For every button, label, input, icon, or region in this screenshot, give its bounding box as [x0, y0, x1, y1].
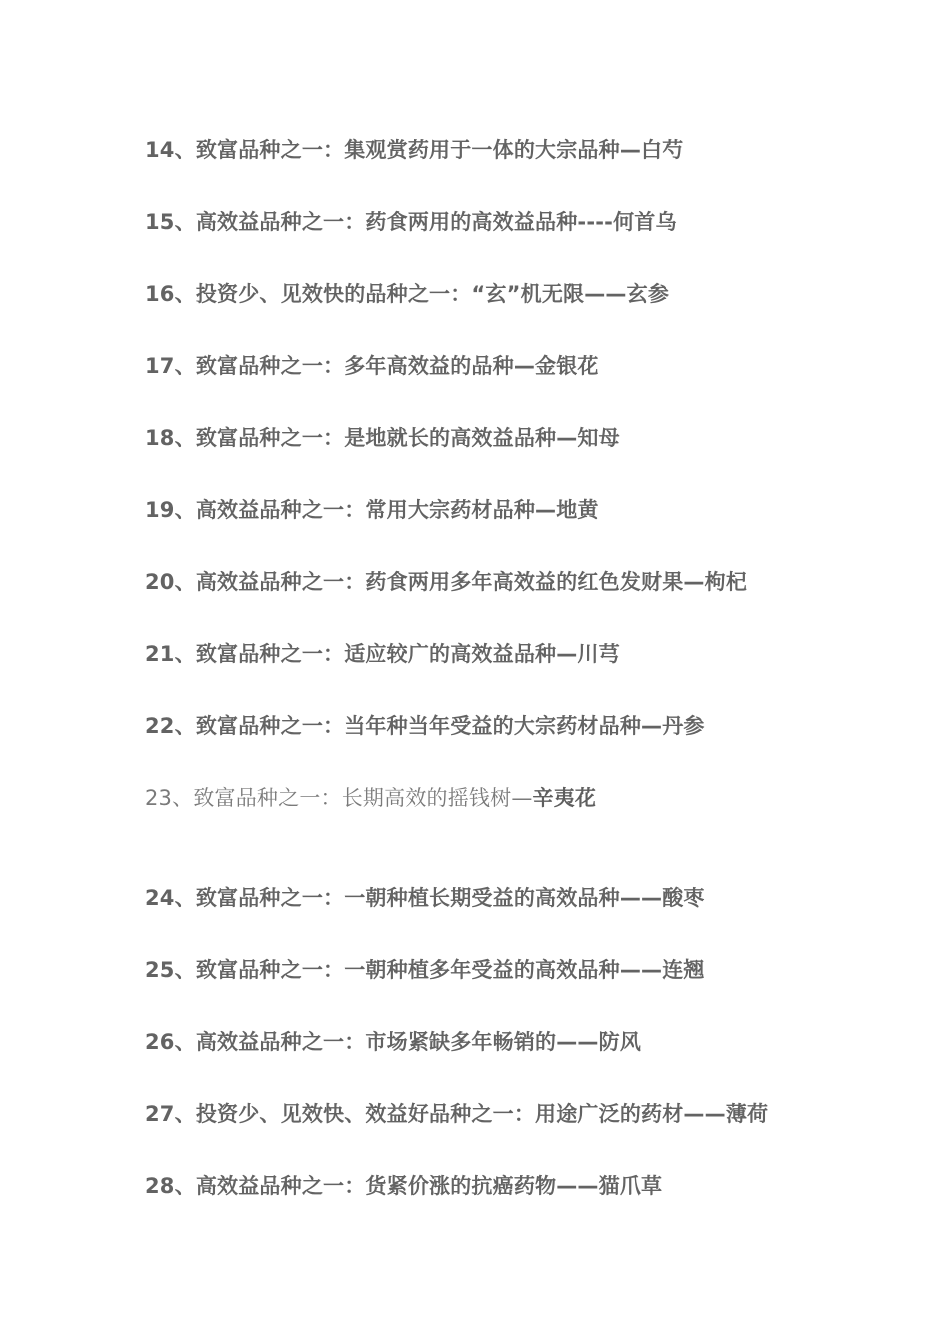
list-item: 18、致富品种之一：是地就长的高效益品种—知母 — [145, 426, 620, 450]
list-item: 15、高效益品种之一：药食两用的高效益品种----何首乌 — [145, 210, 677, 234]
list-item-text: 23、致富品种之一：长期高效的摇钱树— — [145, 786, 533, 810]
list-item: 16、投资少、见效快的品种之一：“玄”机无限——玄参 — [145, 282, 670, 306]
list-item: 22、致富品种之一：当年种当年受益的大宗药材品种—丹参 — [145, 714, 705, 738]
list-item: 27、投资少、见效快、效益好品种之一：用途广泛的药材——薄荷 — [145, 1102, 769, 1126]
list-item: 20、高效益品种之一：药食两用多年高效益的红色发财果—枸杞 — [145, 570, 748, 594]
list-item: 25、致富品种之一：一朝种植多年受益的高效品种——连翘 — [145, 958, 705, 982]
list-item: 17、致富品种之一：多年高效益的品种—金银花 — [145, 354, 599, 378]
list-item-highlight: 辛夷花 — [532, 786, 597, 810]
list-item: 24、致富品种之一：一朝种植长期受益的高效品种——酸枣 — [145, 886, 705, 910]
list-item: 19、高效益品种之一：常用大宗药材品种—地黄 — [145, 498, 599, 522]
list-item: 28、高效益品种之一：货紧价涨的抗癌药物——猫爪草 — [145, 1174, 663, 1198]
list-item — [145, 784, 596, 812]
list-item: 21、致富品种之一：适应较广的高效益品种—川芎 — [145, 642, 620, 666]
list-item: 26、高效益品种之一：市场紧缺多年畅销的——防风 — [145, 1030, 642, 1054]
list-item: 14、致富品种之一：集观赏药用于一体的大宗品种—白芍 — [145, 138, 684, 162]
